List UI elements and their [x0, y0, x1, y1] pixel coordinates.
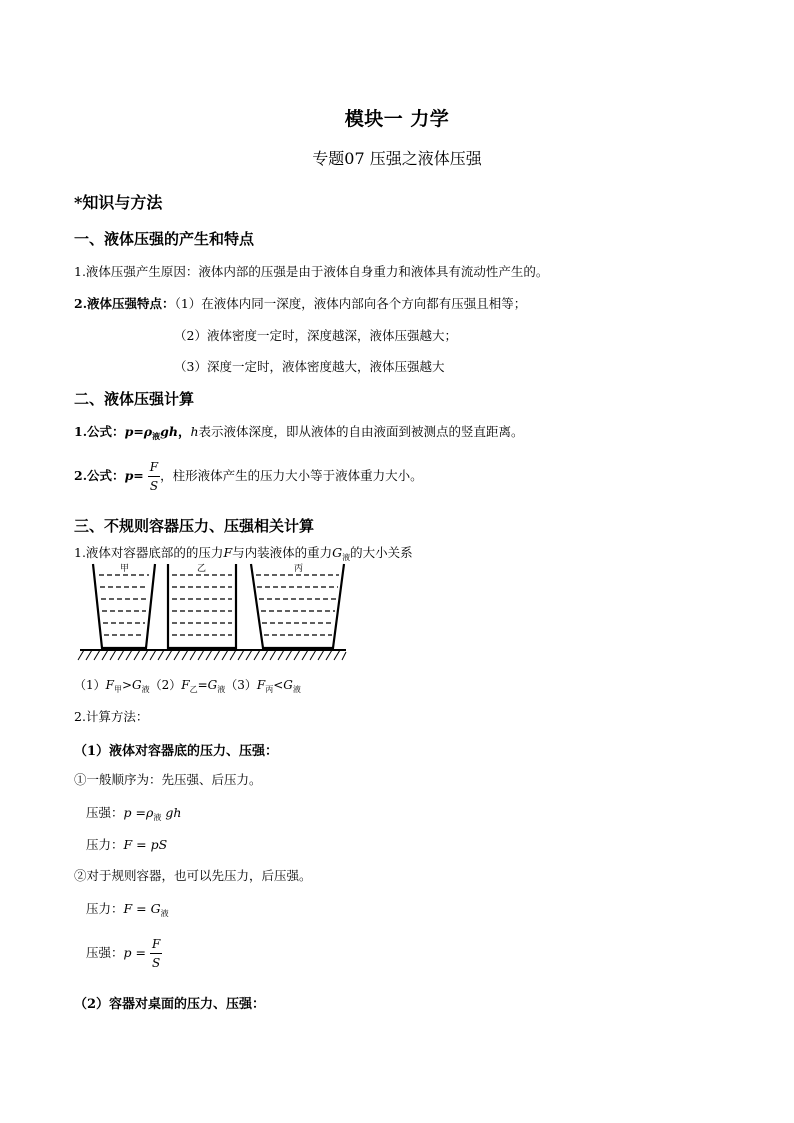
- container-yi-outline: [168, 564, 236, 648]
- force-2-formula-line: [86, 899, 169, 919]
- formula-1-p: p: [124, 424, 134, 439]
- relation-1-sub1: 甲: [113, 685, 122, 694]
- section1-line1: 1.液体压强产生原因：液体内部的压强是由于液体自身重力和液体具有流动性产生的。: [74, 264, 549, 279]
- intro-sub: 液: [342, 553, 351, 562]
- formula-1-eq: =: [133, 424, 144, 439]
- pressure-2-fraction: [150, 935, 162, 972]
- relation-3-G: G: [283, 678, 293, 692]
- subsection-2-heading: （2）容器对桌面的压力、压强：: [74, 997, 266, 1012]
- container-label-bing: 丙: [294, 564, 304, 574]
- pressure-2-p: p: [123, 945, 132, 960]
- order-1: ①一般顺序为：先压强、后压力。: [74, 772, 262, 787]
- formula-1-sub: 液: [152, 431, 161, 441]
- relation-3-sub1: 丙: [265, 685, 274, 694]
- force-F: F: [123, 837, 133, 852]
- section1-heading: 一、液体压强的产生和特点: [74, 230, 255, 248]
- calc-methods-label: 2.计算方法：: [74, 709, 149, 724]
- formula-1-label: 1.公式：: [74, 424, 125, 439]
- relation-2-sub1: 乙: [189, 685, 198, 694]
- relation-1-index: （1）: [74, 678, 106, 692]
- force-2-eq: =: [132, 901, 151, 916]
- formula-2-fraction: [148, 458, 160, 495]
- containers-figure: [76, 560, 348, 664]
- force-2-G: G: [150, 901, 161, 916]
- relation-2-G: G: [207, 678, 218, 692]
- relation-1-op: >: [121, 678, 133, 692]
- pressure-2-eq: =: [131, 945, 150, 960]
- order-2: ②对于规则容器，也可以先压力，后压强。: [74, 868, 312, 883]
- container-label-jia: 甲: [120, 564, 130, 574]
- formula-2-numerator: F: [149, 460, 159, 474]
- page-title: 模块一 力学: [344, 108, 450, 130]
- intro-part-c: 的大小关系: [350, 545, 413, 560]
- relation-1-F: F: [105, 678, 114, 692]
- formula-1-line: [74, 422, 524, 442]
- formula-2-denominator: S: [148, 476, 160, 495]
- formula-2-lhs: p=: [124, 468, 144, 483]
- intro-part-b: 与内装液体的重力: [232, 545, 333, 560]
- pressure-2-numerator: F: [151, 937, 161, 951]
- formula-1-rho: ρ: [143, 424, 153, 439]
- pressure-2-denominator: S: [150, 953, 162, 972]
- section1-line2: [74, 294, 526, 312]
- force-label: 压力：: [86, 837, 124, 852]
- formula-1-gh: gh: [160, 424, 178, 439]
- pressure-p: p: [123, 805, 132, 820]
- relation-1-sub2: 液: [141, 685, 150, 694]
- formula-2-label: 2.公式：: [74, 468, 125, 483]
- pressure-2-formula-line: [86, 935, 162, 972]
- intro-F: F: [223, 545, 233, 560]
- section2-heading: 二、液体压强计算: [74, 390, 195, 408]
- pressure-formula-line: [86, 803, 181, 823]
- relation-2-index: （2）: [149, 678, 182, 692]
- feature-2: （2）液体密度一定时，深度越深，液体压强越大；: [174, 328, 457, 343]
- section-knowledge-heading: *知识与方法: [74, 193, 163, 212]
- container-label-yi: 乙: [197, 564, 207, 574]
- force-eq: =: [132, 837, 151, 852]
- pressure-gh: gh: [161, 805, 182, 820]
- force-formula-line: [86, 835, 167, 853]
- pressure-label: 压强：: [86, 805, 124, 820]
- relations-line: [74, 676, 301, 695]
- relation-2-sub2: 液: [217, 685, 226, 694]
- page-subtitle: 专题07 压强之液体压强: [312, 149, 482, 168]
- force-pS: pS: [150, 837, 168, 852]
- intro-G: G: [332, 545, 343, 560]
- relation-3-index: （3）: [225, 678, 257, 692]
- relation-3-op: <: [273, 678, 284, 692]
- pressure-eq: =: [131, 805, 146, 820]
- formula-2-line: [74, 458, 423, 495]
- formula-1-desc: 表示液体深度，即从液体的自由液面到被测点的竖直距离。: [198, 424, 524, 439]
- force-2-label: 压力：: [86, 901, 124, 916]
- feature-1: （1）在液体内同一深度，液体内部向各个方向都有压强且相等；: [174, 296, 527, 311]
- force-2-sub: 液: [160, 909, 169, 918]
- formula-1-comma: ，: [177, 424, 191, 439]
- force-2-F: F: [123, 901, 133, 916]
- formula-1-h: h: [190, 424, 199, 439]
- pressure-rho: ρ: [145, 805, 154, 820]
- section3-heading: 三、不规则容器压力、压强相关计算: [74, 517, 315, 535]
- intro-part-a: 1.液体对容器底部的的压力: [74, 545, 224, 560]
- relation-3-sub2: 液: [292, 685, 301, 694]
- subsection-1-heading: （1）液体对容器底的压力、压强：: [74, 744, 279, 759]
- relation-2-op: =: [197, 678, 208, 692]
- pressure-2-label: 压强：: [86, 945, 124, 960]
- relation-3-F: F: [256, 678, 266, 692]
- formula-2-desc: ，柱形液体产生的压力大小等于液体重力大小。: [160, 468, 423, 483]
- feature-3: （3）深度一定时，液体密度越大，液体压强越大: [174, 359, 445, 374]
- relation-1-G: G: [132, 678, 142, 692]
- relation-2-F: F: [181, 678, 190, 692]
- liquid-lines: [99, 575, 339, 635]
- pressure-sub: 液: [153, 813, 162, 822]
- ground-hatching: [78, 650, 346, 660]
- features-label: 2.液体压强特点：: [74, 296, 175, 311]
